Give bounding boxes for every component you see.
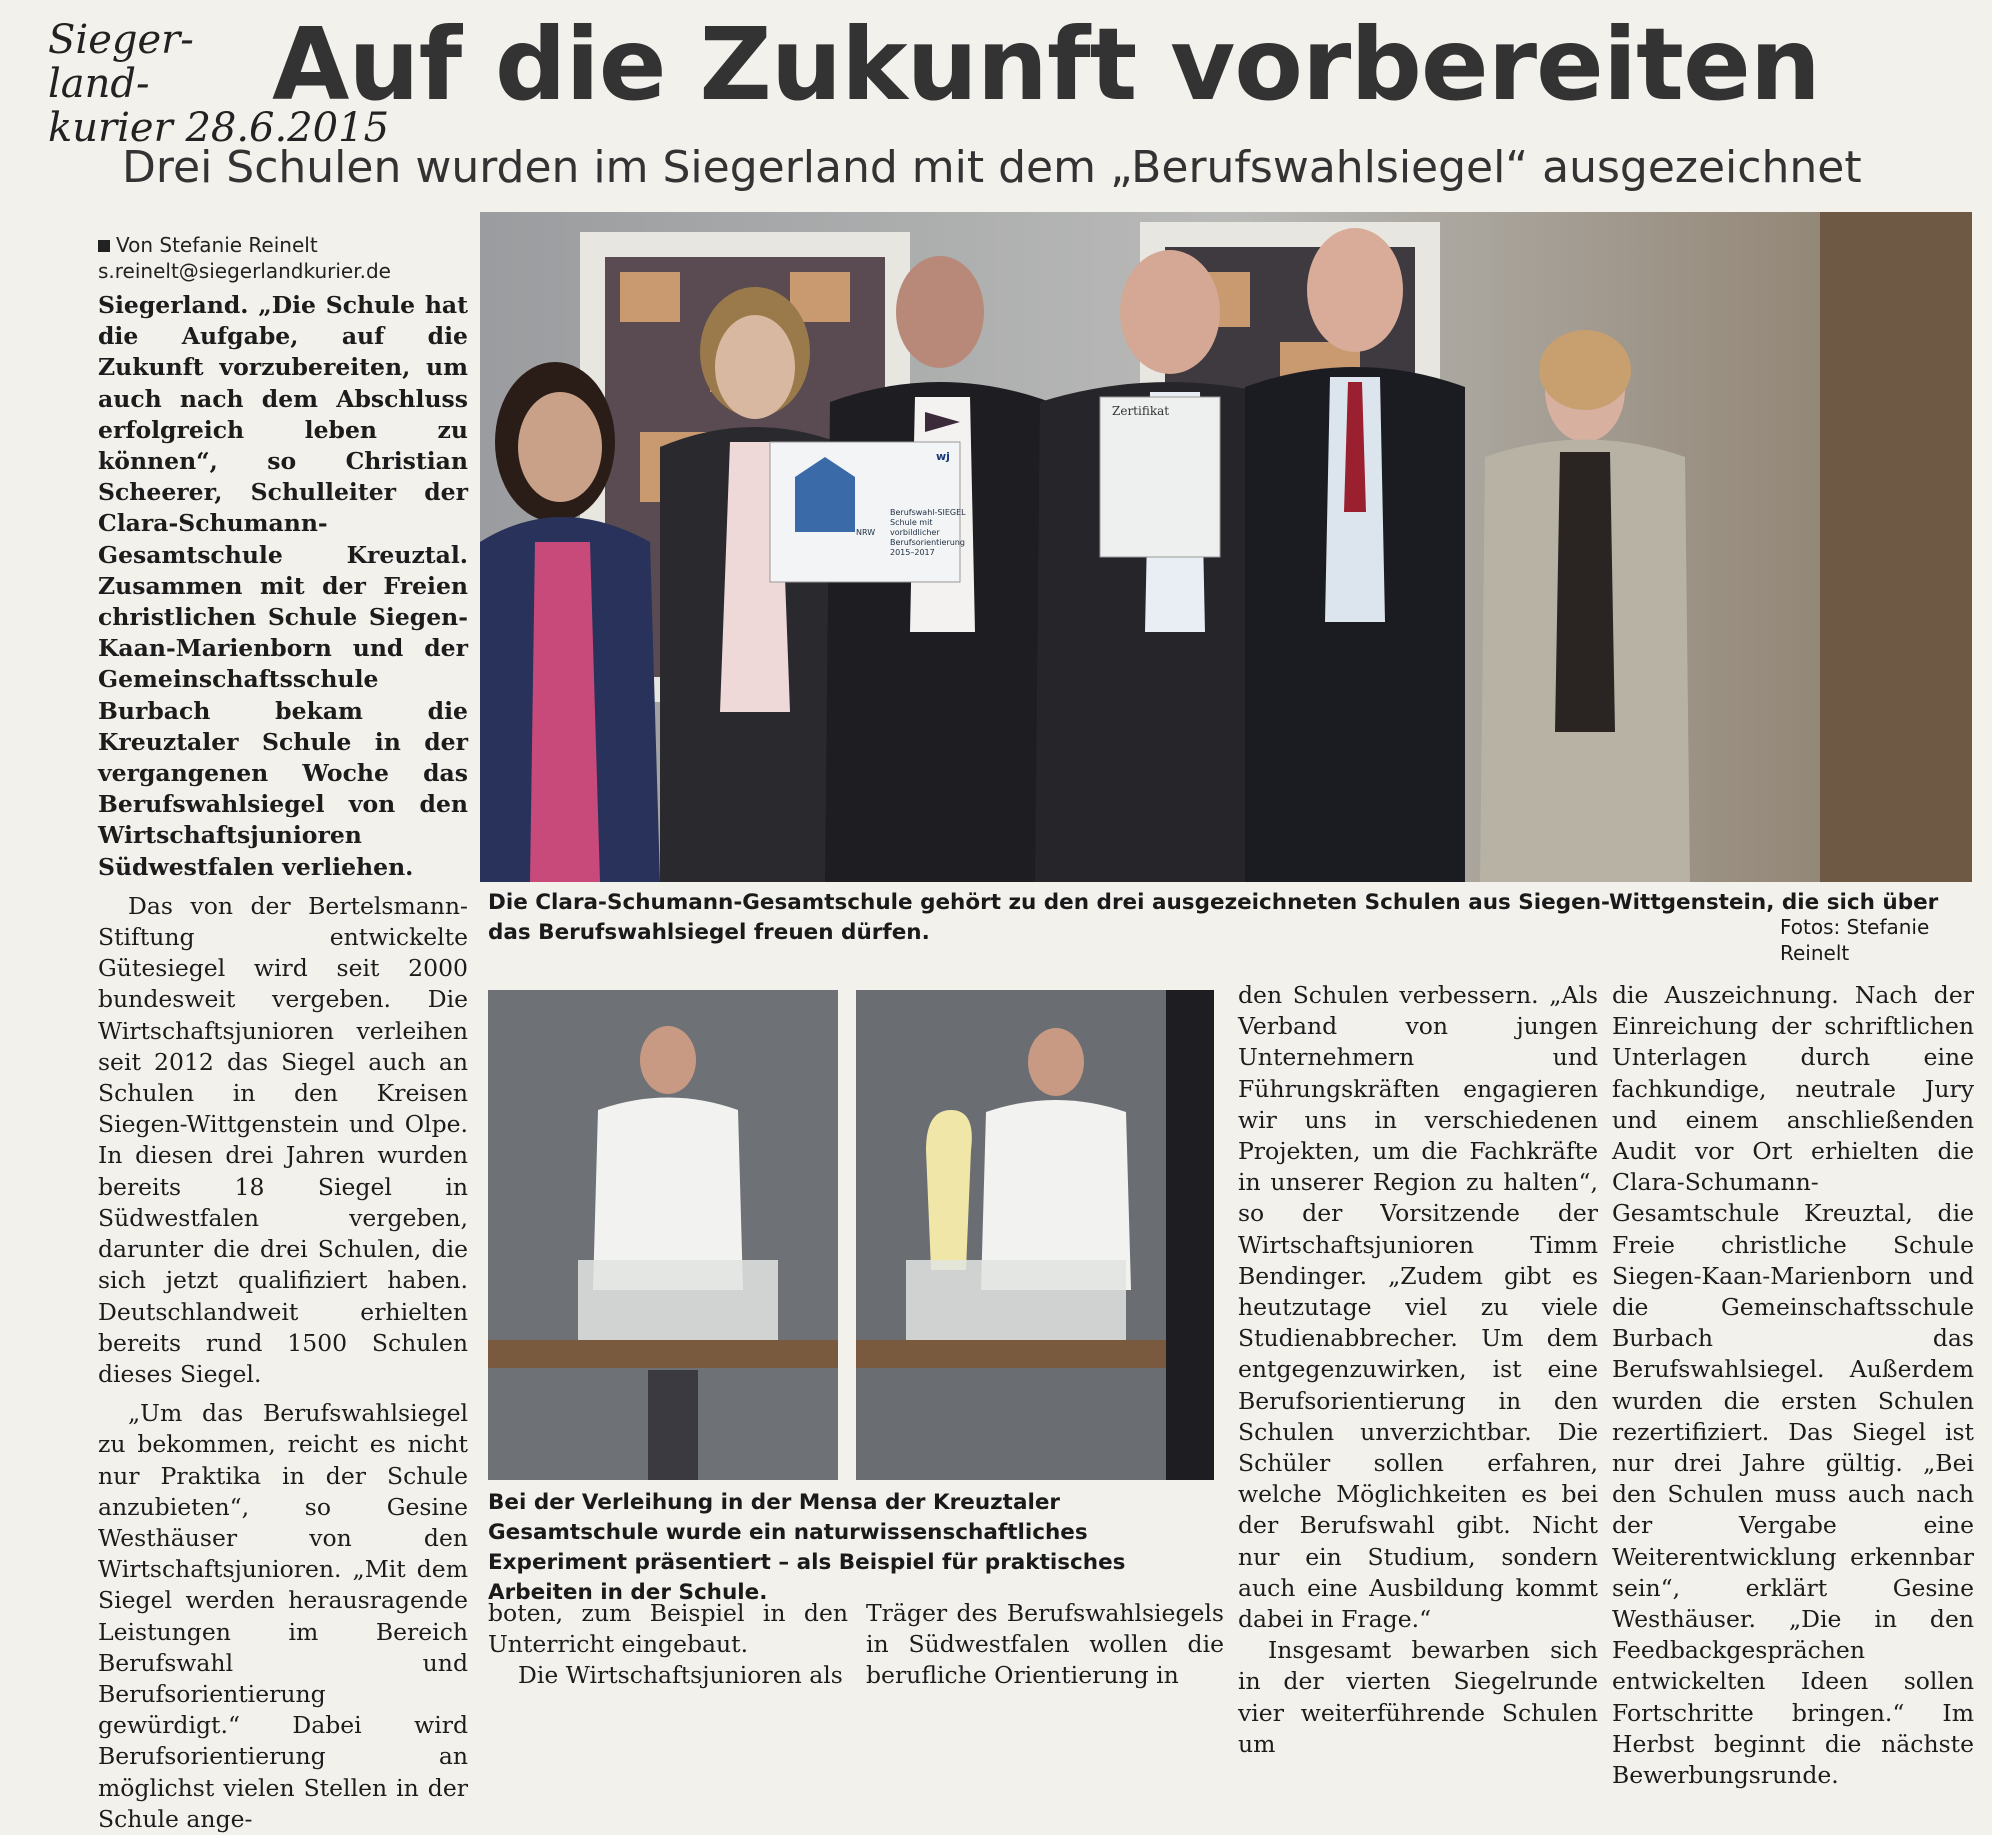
paragraph: die Auszeichnung. Nach der Einreichung der schriftlichen Unterlagen durch eine fachkundige, neutrale Jury und einem anschließenden Audit vor Ort erhielten die Clara-Schumann-Gesamtschule Kreuztal, die Freie christliche Schule Siegen-Kaan-Marienborn und die Gemeinschaftsschule Burbach das Berufswahlsiegel. Außerdem wurden die ersten Schulen rezertifiziert. Das Siegel ist nur drei Jahre gültig. „Bei den Schulen muss auch nach der Vergabe eine Weiterentwicklung erkennbar sein“, erklärt Gesine Westhäuser. „Die in den Feedbackgesprächen entwickelten Ideen sollen Fortschritte bringen.“ Im Herbst beginnt die nächste Bewerbungsrunde. <box>1612 981 1974 1790</box>
note-line-3: kurier 28.6.2015 <box>48 105 390 151</box>
experiment-photo-1 <box>488 990 838 1480</box>
note-line-1: Sieger- <box>48 17 194 63</box>
paragraph: boten, zum Beispiel in den Unterricht eingebaut. <box>488 1599 848 1659</box>
seal-subtitle: Schule mit vorbildlicher Berufsorientierung <box>890 518 965 547</box>
byline-author: Von Stefanie Reinelt <box>116 233 318 257</box>
photo-credit: Fotos: Stefanie Reinelt <box>1780 915 1930 965</box>
group-photo-illustration <box>480 212 1972 882</box>
seal-nrw: NRW <box>856 528 876 537</box>
paragraph: „Um das Berufswahlsiegel zu bekommen, reicht es nicht nur Praktika in der Schule anzubieten“, so Gesine Westhäuser von den Wirtschaftsjunioren. „Mit dem Siegel werden herausragende Leistungen im Bereich Berufswahl und Berufsorientierung gewürdigt.“ Dabei wird Berufsorientierung an möglichst vielen Stellen in der Schule ange- <box>98 1399 468 1833</box>
experiment-photo-2 <box>856 990 1214 1480</box>
main-photo-caption <box>488 888 1978 948</box>
caption-text: Die Clara-Schumann-Gesamtschule gehört zu den drei ausgezeichneten Schulen aus Siegen-Wittgenstein, die sich über das Berufswahlsiegel freuen dürfen. <box>488 890 1939 945</box>
byline <box>98 232 391 284</box>
seal-years: 2015–2017 <box>890 548 935 557</box>
experiment-caption: Bei der Verleihung in der Mensa der Kreuztaler Gesamtschule wurde ein naturwissenschaftliches Experiment präsentiert – als Beispiel für praktisches Arbeiten in der Schule. <box>488 1490 1126 1605</box>
column-3 <box>866 1598 1224 1692</box>
main-photo <box>480 212 1972 882</box>
wj-logo: wj <box>936 450 950 463</box>
experiment-illustration <box>856 990 1214 1480</box>
column-2 <box>488 1598 848 1692</box>
seal-label: Berufswahl-SIEGEL <box>890 508 966 517</box>
certificate-title: Zertifikat <box>1112 404 1170 418</box>
paragraph: Das von der Bertelsmann-Stiftung entwickelte Gütesiegel wird seit 2000 bundesweit vergeben. Die Wirtschaftsjunioren verleihen seit 2012 das Siegel auch an Schulen in den Kreisen Siegen-Wittgenstein und Olpe. In diesen drei Jahren wurden bereits 18 Siegel in Südwestfalen vergeben, darunter die drei Schulen, die sich jetzt qualifiziert haben. Deutschlandweit erhielten bereits rund 1500 Schulen dieses Siegel. <box>98 891 468 1388</box>
headline: Auf die Zukunft vorbereiten <box>272 6 1820 123</box>
note-date: 28.6.2015 <box>185 105 390 151</box>
lead-paragraph: Siegerland. „Die Schule hat die Aufgabe, auf die Zukunft vorzubereiten, um auch nach dem Abschluss erfolgreich leben zu können“, so Christian Scheerer, Schulleiter der Clara-Schumann-Gesamtschule Kreuztal. Zusammen mit der Freien christlichen Schule Siegen-Kaan-Marienborn und der Gemeinschaftsschule Burbach bekam die Kreuztaler Schule in der vergangenen Woche das Berufswahlsiegel von den Wirtschaftsjunioren Südwestfalen verliehen. <box>98 291 468 881</box>
paragraph: Träger des Berufswahlsiegels in Südwestfalen wollen die berufliche Orientierung in <box>866 1599 1224 1690</box>
certificate-seal-text <box>890 508 968 558</box>
column-4 <box>1238 980 1598 1758</box>
paragraph: Insgesamt bewarben sich in der vierten Siegelrunde vier weiterführende Schulen um <box>1238 1636 1598 1758</box>
column-1 <box>98 290 468 1833</box>
subheadline: Drei Schulen wurden im Siegerland mit dem „Berufswahlsiegel“ ausgezeichnet <box>122 142 1862 193</box>
column-5 <box>1612 980 1974 1790</box>
byline-email: s.reinelt@siegerlandkurier.de <box>98 259 391 283</box>
note-line-2: land- <box>48 61 150 107</box>
byline-square-icon <box>98 240 110 252</box>
paragraph: den Schulen verbessern. „Als Verband von jungen Unternehmern und Führungskräften engagieren wir uns in verschiedenen Projekten, um die Fachkräfte in unserer Region zu halten“, so der Vorsitzende der Wirtschaftsjunioren Timm Bendinger. „Zudem gibt es heutzutage viel zu viele Studienabbrecher. Um dem entgegenzuwirken, ist eine Berufsorientierung in den Schulen unverzichtbar. Die Schüler sollen erfahren, welche Möglichkeiten es bei der Berufswahl gibt. Nicht nur ein Studium, sondern auch eine Ausbildung kommt dabei in Frage.“ <box>1238 981 1598 1634</box>
paragraph: Die Wirtschaftsjunioren als <box>518 1661 843 1690</box>
experiment-illustration <box>488 990 838 1480</box>
